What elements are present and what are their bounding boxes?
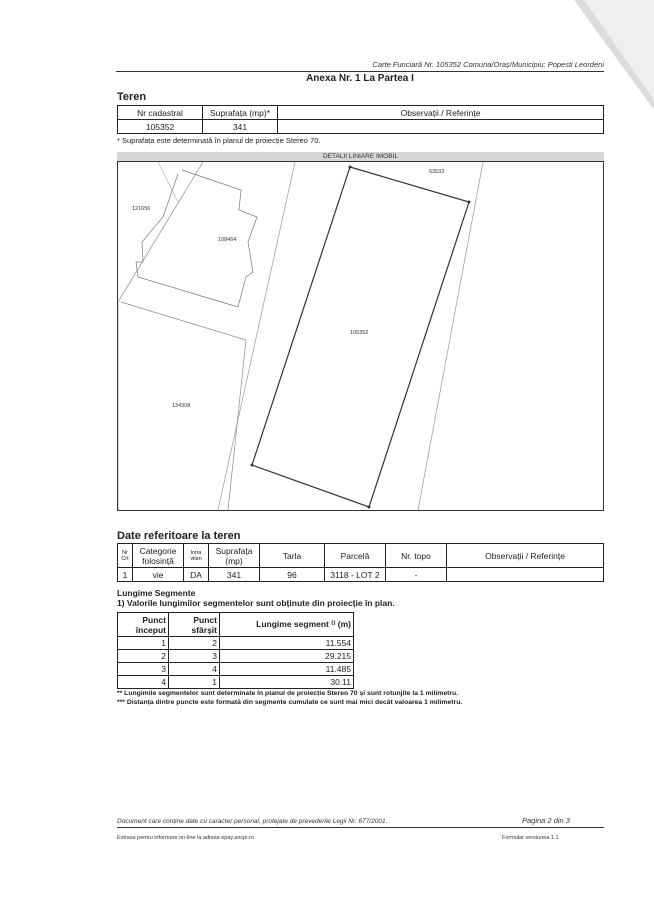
col-header: Suprafața (mp) — [209, 544, 260, 568]
scan-corner-shadow — [574, 0, 654, 110]
map-title-bar: DETALII LINIARE IMOBIL — [117, 152, 604, 161]
segmente-note-2: *** Distanța dintre puncte este formată din segmente cumulate ce sunt mai mici decât valoarea 1 milimetru. — [117, 699, 463, 706]
neighbor-label: 134308 — [172, 403, 191, 409]
segmente-title: Lungime Segmente — [117, 588, 196, 598]
parcel-vertex — [251, 464, 254, 467]
building-outline — [136, 170, 257, 307]
footer-rule — [117, 827, 604, 828]
table-row — [118, 663, 354, 676]
col-header: Suprafața (mp)* — [203, 106, 278, 120]
cadastral-map — [117, 161, 604, 511]
col-header: Categorie folosință — [133, 544, 184, 568]
table-cell: 3 — [169, 650, 220, 663]
table-cell: 4 — [118, 676, 169, 689]
col-header: Punct sfârșit — [169, 613, 220, 637]
table-cell: 4 — [169, 663, 220, 676]
table-cell: 2 — [118, 650, 169, 663]
table-row — [118, 120, 604, 134]
table-cell: DA — [184, 568, 209, 582]
col-header: Lungime segment ⁽⁾ (m) — [220, 613, 354, 637]
table-header-row — [118, 106, 604, 120]
table-cell — [447, 568, 604, 582]
segmente-subtitle: 1) Valorile lungimilor segmentelor sunt obținute din proiecție în plan. — [117, 598, 395, 608]
table-cell: 30.11 — [220, 676, 354, 689]
table-row — [118, 650, 354, 663]
carte-funciara-header: Carte Funciară Nr. 105352 Comuna/Oraș/Municipiu: Popesti Leordeni — [372, 60, 604, 69]
parcel-105352 — [252, 167, 469, 507]
neighbor-boundary — [118, 162, 203, 510]
table-cell: 11.485 — [220, 663, 354, 676]
col-header: Intra vilan — [184, 544, 209, 568]
road-boundary — [418, 162, 483, 510]
teren-footnote: * Suprafața este determinată în planul de proiecție Stereo 70. — [117, 136, 321, 145]
table-row — [118, 676, 354, 689]
table-header-row — [118, 613, 354, 637]
table-cell: 341 — [209, 568, 260, 582]
table-row — [118, 637, 354, 650]
date-teren-section-title: Date referitoare la teren — [117, 530, 241, 542]
footer-version: Formular versiunea 1.1 — [502, 835, 559, 841]
neighbor-label: 63533 — [429, 169, 445, 175]
col-header: Observații / Referințe — [447, 544, 604, 568]
table-cell: 105352 — [118, 120, 203, 134]
parcel-vertex — [368, 506, 371, 509]
table-row — [118, 568, 604, 582]
segmente-note-1: ** Lungimile segmentelor sunt determinate în planul de proiecție Stereo 70 și sunt rotunjite la 1 milimetru. — [117, 690, 459, 697]
table-cell: 1 — [169, 676, 220, 689]
footer-extras: Extrase pentru informare on-line la adresa epay.ancpi.ro — [117, 835, 254, 841]
table-header-row — [118, 544, 604, 568]
table-cell: 3118 - LOT 2 — [325, 568, 386, 582]
header-rule — [116, 71, 604, 72]
date-teren-table — [117, 543, 604, 582]
parcel-label: 105352 — [350, 330, 369, 336]
neighbor-label: 108464 — [218, 237, 237, 243]
table-cell: vie — [133, 568, 184, 582]
neighbor-label: 121656 — [132, 206, 151, 212]
col-header: Parcelă — [325, 544, 386, 568]
segmente-table — [117, 612, 354, 689]
table-cell: 3 — [118, 663, 169, 676]
page-title: Anexa Nr. 1 La Partea I — [306, 73, 414, 84]
table-cell: 2 — [169, 637, 220, 650]
parcel-vertex — [349, 166, 352, 169]
table-cell: 1 — [118, 568, 133, 582]
table-cell: 341 — [203, 120, 278, 134]
map-drawing — [118, 162, 603, 510]
col-header: Nr Crt — [118, 544, 133, 568]
table-cell: 29.215 — [220, 650, 354, 663]
table-cell: 1 — [118, 637, 169, 650]
col-header: Nr. topo — [386, 544, 447, 568]
table-cell: 11.554 — [220, 637, 354, 650]
road-boundary — [218, 162, 295, 510]
page-number: Pagina 2 din 3 — [522, 816, 570, 825]
table-cell: 96 — [260, 568, 325, 582]
table-cell — [278, 120, 604, 134]
col-header: Tarla — [260, 544, 325, 568]
footer-personal-data: Document care conține date cu caracter personal, protejate de prevederile Legii Nr. 677/2001. — [117, 818, 388, 825]
teren-table — [117, 105, 604, 134]
col-header: Punct început — [118, 613, 169, 637]
table-cell: - — [386, 568, 447, 582]
col-header: Observații / Referințe — [278, 106, 604, 120]
col-header: Nr cadastral — [118, 106, 203, 120]
teren-section-title: Teren — [117, 91, 147, 103]
parcel-vertex — [468, 201, 471, 204]
